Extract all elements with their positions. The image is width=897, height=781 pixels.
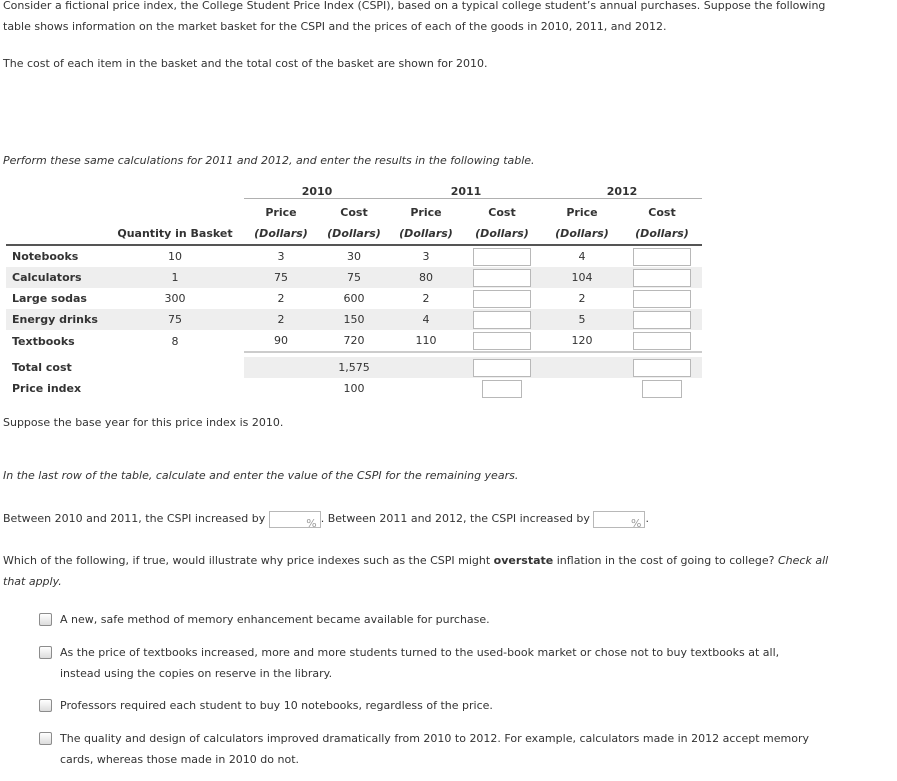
intro-line-1: Consider a fictional price index, the College Student Price Index (CSPI), based on a typical college student’s annual purchases. Suppose the following <box>3 0 826 12</box>
price-2012-cell: 2 <box>578 292 586 305</box>
total-cost-2011-input[interactable] <box>473 359 531 377</box>
option-2-checkbox[interactable] <box>39 646 52 659</box>
base-year-text: Suppose the base year for this price index is 2010. <box>3 416 284 429</box>
price-2011-cell: 2 <box>422 292 430 305</box>
quantity-cell: 300 <box>164 292 186 305</box>
table-row <box>6 309 702 330</box>
cost-2011-input[interactable] <box>473 290 531 308</box>
price-2010-header: Price <box>265 206 297 219</box>
cost-2012-input[interactable] <box>633 311 691 329</box>
unit-label: (Dollars) <box>318 223 390 245</box>
price-2010-cell: 3 <box>277 250 285 263</box>
cost-2012-input[interactable] <box>633 332 691 350</box>
cspi-table <box>6 181 702 399</box>
cost-2012-input[interactable] <box>633 248 691 266</box>
price-2011-cell: 4 <box>390 309 462 330</box>
price-2011-cell: 3 <box>422 250 430 263</box>
table-row <box>6 245 702 267</box>
total-cost-row <box>6 357 702 378</box>
option-4-label: The quality and design of calculators improved dramatically from 2010 to 2012. For example, calculators made in 2012 accept memory cards, whereas those made in 2010 do not. <box>60 732 809 766</box>
unit-label: (Dollars) <box>622 223 702 245</box>
cost-2011-input[interactable] <box>473 269 531 287</box>
year-2011-header: 2011 <box>390 185 542 199</box>
last-row-instruction: In the last row of the table, calculate and enter the value of the CSPI for the remaining years. <box>3 469 519 482</box>
table-row <box>6 288 702 309</box>
increase-2011-input[interactable]: % <box>269 511 321 528</box>
item-name: Large sodas <box>12 292 87 305</box>
price-2012-cell: 104 <box>542 267 622 288</box>
item-name: Notebooks <box>12 250 79 263</box>
cost-2010-header: Cost <box>340 206 368 219</box>
year-header-row <box>6 181 702 202</box>
cost-2011-input[interactable] <box>473 311 531 329</box>
price-2010-cell: 90 <box>274 334 288 347</box>
quantity-cell: 1 <box>106 267 244 288</box>
price-index-label: Price index <box>12 382 82 395</box>
cost-2011-input[interactable] <box>473 248 531 266</box>
cost-2010-cell: 600 <box>343 292 365 305</box>
quantity-cell: 8 <box>171 334 179 348</box>
price-2011-header: Price <box>410 206 442 219</box>
cost-note: The cost of each item in the basket and the total cost of the basket are shown for 2010. <box>3 57 488 70</box>
option-1-label: A new, safe method of memory enhancement became available for purchase. <box>60 613 490 626</box>
cost-2010-cell: 75 <box>318 267 390 288</box>
total-cost-2010: 1,575 <box>318 357 390 378</box>
price-2010-cell: 2 <box>244 309 318 330</box>
quantity-cell: 75 <box>106 309 244 330</box>
quantity-cell: 10 <box>168 250 182 263</box>
option-2-label: As the price of textbooks increased, more and more students turned to the used-book market or chose not to buy textbooks at all, instead using the copies on reserve in the library. <box>60 646 780 680</box>
quantity-header: Quantity in Basket <box>106 223 244 245</box>
total-cost-label: Total cost <box>6 357 106 378</box>
cost-2010-cell: 30 <box>347 250 361 263</box>
increase-sentence: Between 2010 and 2011, the CSPI increased by % . Between 2011 and 2012, the CSPI increased by % . <box>3 512 649 530</box>
cost-2011-input[interactable] <box>473 332 531 350</box>
price-2010-cell: 75 <box>244 267 318 288</box>
price-2011-cell: 110 <box>415 334 437 347</box>
item-name: Calculators <box>6 267 106 288</box>
option-1-checkbox[interactable] <box>39 613 52 626</box>
option-4-checkbox[interactable] <box>39 732 52 745</box>
question-text: Which of the following, if true, would illustrate why price indexes such as the CSPI might overstate inflation in the cost of going to college? Check all that apply. <box>3 554 829 588</box>
increase-2012-input[interactable]: % <box>593 511 645 528</box>
option-3-label: Professors required each student to buy 10 notebooks, regardless of the price. <box>60 699 493 712</box>
option-3-checkbox[interactable] <box>39 699 52 712</box>
price-2010-cell: 2 <box>277 292 285 305</box>
price-index-2011-input[interactable] <box>482 380 522 398</box>
cost-2012-input[interactable] <box>633 269 691 287</box>
price-2012-header: Price <box>566 206 598 219</box>
unit-label: (Dollars) <box>542 223 622 245</box>
cost-2010-cell: 150 <box>318 309 390 330</box>
price-2012-cell: 4 <box>578 250 586 263</box>
cost-2010-cell: 720 <box>343 334 365 347</box>
unit-label: (Dollars) <box>462 223 542 245</box>
price-index-2010: 100 <box>343 382 365 395</box>
price-index-2012-input[interactable] <box>642 380 682 398</box>
table-row <box>6 267 702 288</box>
price-2012-cell: 120 <box>571 334 593 347</box>
unit-label: (Dollars) <box>390 223 462 245</box>
year-2012-header: 2012 <box>542 185 702 199</box>
table-row <box>6 330 702 352</box>
cost-2011-header: Cost <box>488 206 516 219</box>
column-header-row <box>6 202 702 223</box>
item-name: Energy drinks <box>6 309 106 330</box>
perform-instruction: Perform these same calculations for 2011 and 2012, and enter the results in the following table. <box>3 154 535 167</box>
unit-label: (Dollars) <box>244 223 318 245</box>
price-index-row <box>6 378 702 399</box>
item-name: Textbooks <box>12 334 75 348</box>
total-cost-2012-input[interactable] <box>633 359 691 377</box>
intro-line-2: table shows information on the market basket for the CSPI and the prices of each of the goods in 2010, 2011, and 2012. <box>3 20 667 33</box>
unit-header-row <box>6 223 702 245</box>
cost-2012-input[interactable] <box>633 290 691 308</box>
cost-2012-header: Cost <box>648 206 676 219</box>
price-2012-cell: 5 <box>542 309 622 330</box>
price-2011-cell: 80 <box>390 267 462 288</box>
year-2010-header: 2010 <box>244 185 390 199</box>
